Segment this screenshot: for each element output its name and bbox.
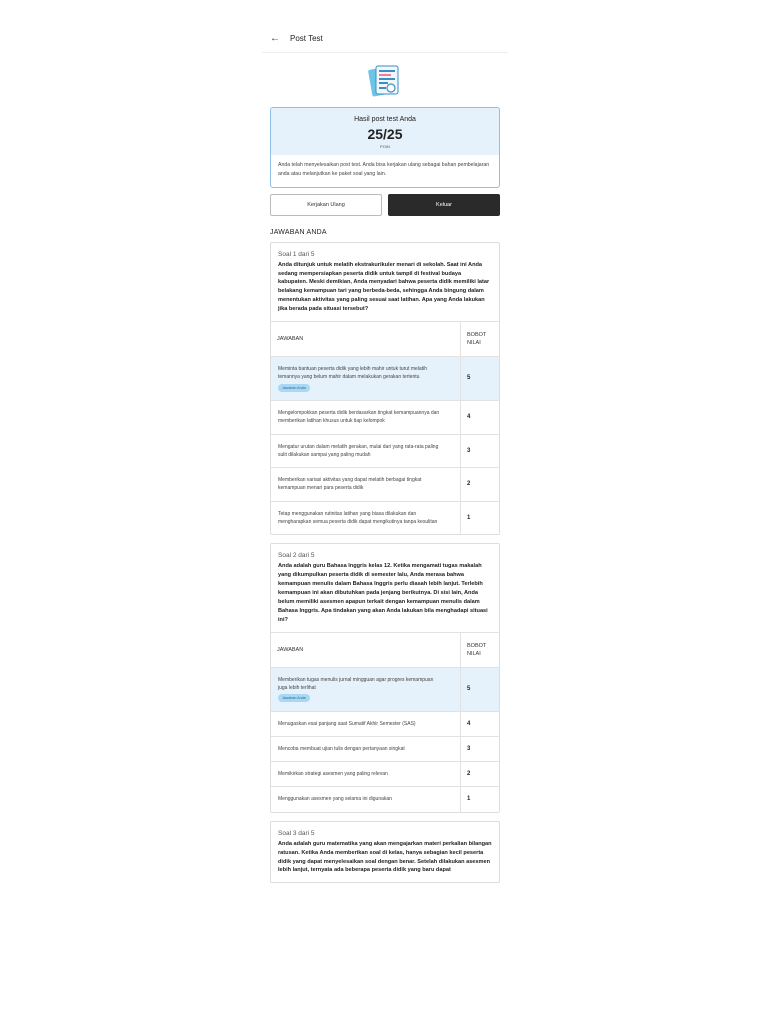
answer-row: [271, 667, 499, 711]
answers-section-title: JAWABAN ANDA: [270, 228, 327, 236]
answer-text: Memberikan tugas menulis jurnal mingguan agar progres kemampuan juga lebih terlihat: [278, 676, 434, 691]
question-header: [271, 544, 499, 631]
answer-text: Menugaskan esai panjang saat Sumatif Akhir Semester (SAS): [278, 720, 416, 727]
answer-cell: [271, 762, 461, 787]
answer-row: [271, 434, 499, 468]
answer-text: Meminta bantuan peserta didik yang lebih mahir untuk turut melatih temannya yang belum mahir dalam melakukan gerakan tertentu: [278, 366, 427, 381]
answer-row: [271, 400, 499, 434]
result-unit: POIN: [380, 144, 390, 149]
result-summary: [271, 108, 499, 155]
answer-weight: 4: [461, 400, 500, 434]
result-score: 25/25: [367, 126, 403, 142]
question-number: Soal 3 dari 5: [278, 829, 315, 837]
answer-row: [271, 762, 499, 787]
answer-table: [271, 321, 499, 534]
column-header-answer: JAWABAN: [271, 632, 461, 667]
answer-text: Mengelompokkan peserta didik berdasarkan tingkat kemampuannya dan memberikan latihan khusus untuk tiap kelompok: [278, 409, 440, 425]
answer-table-header: [271, 632, 499, 667]
answer-weight: 5: [461, 667, 500, 711]
answer-row: [271, 468, 499, 502]
question-card: [270, 821, 500, 884]
answer-weight: 5: [461, 357, 500, 401]
question-number: Soal 1 dari 5: [278, 250, 315, 258]
answer-weight: 1: [461, 501, 500, 534]
answer-table-header: [271, 322, 499, 357]
question-text: Anda ditunjuk untuk melatih ekstrakurikuler menari di sekolah. Saat ini Anda sedang mempersiapkan peserta didik untuk tampil di festival budaya kabupaten. Meski demikian, Anda menyadari bahwa peserta didik memiliki latar belakang kemampuan tari yang berbeda-beda, sehingga Anda bingung dalam menentukan aktivitas yang paling sesuai saat latihan. Apa yang Anda lakukan jika berada pada situasi tersebut?: [278, 261, 490, 313]
your-answer-badge: Jawaban Anda: [278, 384, 310, 392]
back-arrow-icon[interactable]: ←: [270, 32, 280, 44]
your-answer-badge: Jawaban Anda: [278, 694, 310, 702]
page-title: Post Test: [290, 33, 323, 43]
action-buttons: [270, 194, 500, 216]
answer-cell: [271, 434, 461, 468]
question-text: Anda adalah guru Bahasa Inggris kelas 12. Ketika mengamati tugas makalah yang dikumpulkan peserta didik di semester lalu, Anda merasa bahwa kemampuan menulis dalam Bahasa Inggris perlu diasah lebih lanjut. Terlebih kemampuan ini akan dibutuhkan pada jenjang berikutnya. Di sisi lain, Anda belum memiliki asesmen apapun terkait dengan kemampuan menulis dalam Bahasa Inggris. Apa tindakan yang akan Anda lakukan bila menghadapi situasi ini?: [278, 563, 488, 623]
column-header-weight: BOBOT NILAI: [461, 322, 500, 357]
answer-text: Mengatur urutan dalam melatih gerakan, mulai dari yang rata-rata paling sulit dilakukan sampai yang paling mudah: [278, 443, 439, 458]
answer-cell: [271, 468, 461, 502]
answer-weight: 4: [461, 711, 500, 736]
question-list: [262, 242, 508, 884]
answer-cell: [271, 501, 461, 534]
question-number: Soal 2 dari 5: [278, 552, 315, 560]
question-header: [271, 243, 499, 321]
answer-row: [271, 711, 499, 736]
answer-cell: [271, 787, 461, 812]
answer-cell: [271, 711, 461, 736]
answer-text: Memberikan variasi aktivitas yang dapat melatih berbagai tingkat kemampuan menari para peserta didik: [278, 477, 422, 492]
answer-weight: 1: [461, 787, 500, 812]
answer-row: [271, 357, 499, 401]
answer-text: Menggunakan asesmen yang selama ini digunakan: [278, 796, 392, 803]
column-header-answer: JAWABAN: [271, 322, 461, 357]
answer-text: Memikirkan strategi asesmen yang paling relevan: [278, 771, 388, 778]
question-text: Anda adalah guru matematika yang akan mengajarkan materi perkalian bilangan ratusan. Ketika Anda memberikan soal di kelas, hanya sebagian kecil peserta didik yang dapat menyelesaikan soal dengan benar. Setelah dilakukan asesmen lebih lanjut, ternyata ada beberapa peserta didik yang baru dapat: [278, 840, 492, 874]
top-bar: [262, 24, 508, 53]
question-header: [271, 822, 499, 883]
answer-cell: [271, 400, 461, 434]
answer-cell: [271, 667, 461, 711]
exit-button[interactable]: Keluar: [388, 194, 500, 216]
answer-weight: 2: [461, 468, 500, 502]
retry-button[interactable]: Kerjakan Ulang: [270, 194, 382, 216]
result-card: [270, 107, 500, 188]
answer-table: [271, 632, 499, 812]
answer-weight: 2: [461, 762, 500, 787]
answer-row: [271, 787, 499, 812]
question-card: [270, 543, 500, 812]
answer-row: [271, 736, 499, 761]
result-description: Anda telah menyelesaikan post test. Anda bisa kerjakan ulang sebagai bahan pembelajaran anda atau melanjutkan ke paket soal yang lain.: [278, 162, 490, 177]
answer-row: [271, 501, 499, 534]
result-label: Hasil post test Anda: [354, 116, 416, 123]
answer-text: Tetap menggunakan rutinitas latihan yang biasa dilakukan dan mengharapkan semua peserta didik dapat mengikutinya tanpa kesulitan: [278, 510, 438, 525]
document-report-icon: [262, 63, 508, 99]
answer-weight: 3: [461, 434, 500, 468]
question-card: [270, 242, 500, 536]
column-header-weight: BOBOT NILAI: [461, 632, 500, 667]
answer-cell: [271, 736, 461, 761]
answer-weight: 3: [461, 736, 500, 761]
answer-text: Mencoba membuat ujian tulis dengan pertanyaan singkat: [278, 745, 405, 752]
answer-cell: [271, 357, 461, 401]
app-screen: [262, 0, 508, 1000]
